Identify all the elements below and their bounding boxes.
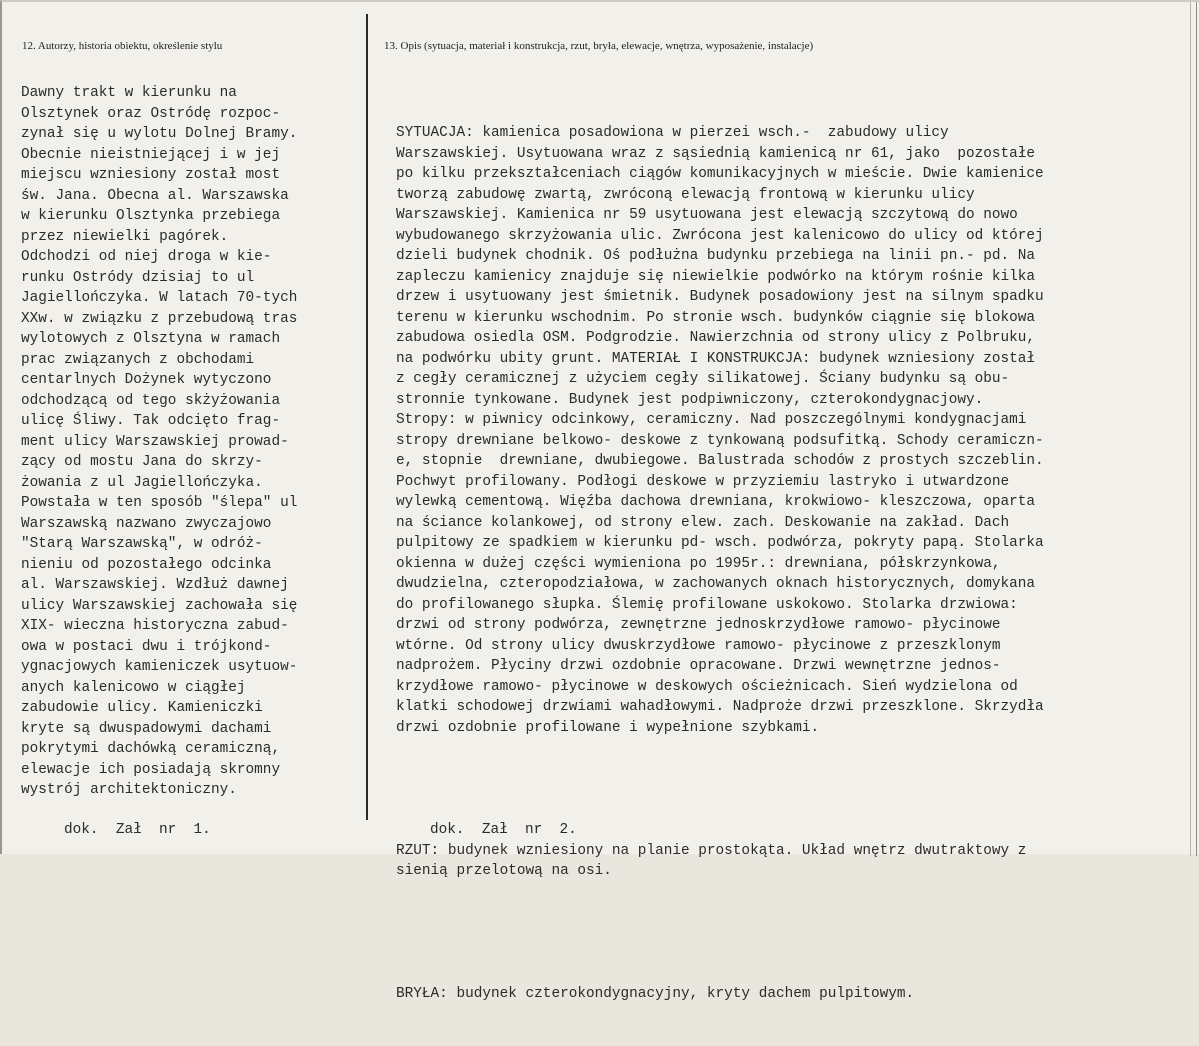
attachment-ref-1: dok. Zał nr 1. bbox=[64, 822, 211, 838]
text-line: stronnie tynkowane. Budynek jest podpiwniczony, czterokondygnacjowy. bbox=[396, 391, 984, 408]
text-line: elewacje ich posiadają skromny bbox=[21, 761, 281, 778]
text-line: kryte są dwuspadowymi dachami bbox=[21, 720, 272, 737]
text-line: Stropy: w piwnicy odcinkowy, ceramiczny. Nad poszczególnymi kondygnacjami bbox=[396, 412, 1027, 428]
text-line: Jagiellończyka. W latach 70-tych bbox=[21, 290, 298, 306]
text-line: nieniu od pozostałego odcinka bbox=[21, 556, 272, 573]
text-line: ulicy Warszawskiej zachowała się bbox=[21, 597, 298, 614]
text-line: po kilku przekształceniach ciągów komunikacyjnych w mieście. Dwie kamienice bbox=[396, 166, 1044, 182]
text-line: tworzą zabudowę zwartą, zwróconą elewacją frontową w kierunku ulicy bbox=[396, 186, 975, 203]
text-line: nadprożem. Płyciny drzwi ozdobnie opracowane. Drzwi wewnętrzne jednos- bbox=[396, 658, 1001, 674]
text-line: z cegły ceramicznej z użyciem cegły silikatowej. Ściany budynku są obu- bbox=[396, 371, 1010, 387]
text-line: zabudowie ulicy. Kamieniczki bbox=[21, 700, 263, 716]
text-line: wylewką cementową. Więźba dachowa drewniana, krokwiowo- kleszczowa, oparta bbox=[396, 494, 1036, 510]
paper-edge bbox=[1190, 2, 1191, 856]
attachment-ref-2: dok. Zał nr 2. bbox=[430, 822, 577, 838]
text-line: w kierunku Olsztynka przebiega bbox=[21, 208, 281, 224]
text-line: Pochwyt profilowany. Podłogi deskowe w przyziemiu lastryko i utwardzone bbox=[396, 473, 1010, 490]
text-line: św. Jana. Obecna al. Warszawska bbox=[21, 187, 289, 204]
text-line: dwudzielna, czteropodziałowa, w zachowanych oknach historycznych, domykana bbox=[396, 576, 1036, 592]
text-line: Olsztynek oraz Ostródę rozpoc- bbox=[21, 105, 281, 122]
text-line: okienna w dużej części wymieniona po 1995r.: drewniana, półskrzynkowa, bbox=[396, 555, 1001, 572]
text-line: Dawny trakt w kierunku na bbox=[21, 85, 237, 101]
text-line: wtórne. Od strony ulicy dwuskrzydłowe ramowo- płycinowe z przeszklonym bbox=[396, 637, 1001, 654]
text-line: Warszawskiej. Usytuowana wraz z sąsiednią kamienicą nr 61, jako pozostałe bbox=[396, 145, 1036, 162]
text-line: klatki schodowej drzwiami wahadłowymi. Nadproże drzwi przeszklone. Skrzydła bbox=[396, 699, 1044, 715]
text-line: e, stopnie drewniane, dwubiegowe. Balustrada schodów z prostych szczeblin. bbox=[396, 453, 1044, 469]
text-line: runku Ostródy dzisiaj to ul bbox=[21, 269, 255, 286]
text-line: Warszawskiej. Kamienica nr 59 usytuowana jest elewacją szczytową do nowo bbox=[396, 207, 1018, 223]
paper-edge-outer bbox=[1196, 2, 1197, 856]
text-line: Powstała w ten sposób "ślepa" ul bbox=[21, 495, 298, 511]
text-line: stropy drewniane belkowo- deskowe z tynkowaną podsufitką. Schody ceramiczn- bbox=[396, 432, 1044, 449]
description-text bbox=[396, 82, 1044, 1046]
text-line: terenu w kierunku wschodnim. Po stronie wsch. budynków ciągnie się blokowa bbox=[396, 309, 1036, 326]
rzut-paragraph bbox=[396, 841, 1044, 882]
text-line: ulicę Śliwy. Tak odcięto frag- bbox=[21, 413, 281, 429]
text-line: zący od mostu Jana do skrzy- bbox=[21, 454, 263, 470]
history-text bbox=[21, 83, 297, 801]
column-divider bbox=[366, 14, 368, 820]
text-line: "Starą Warszawską", w odróż- bbox=[21, 536, 263, 552]
text-line: drzwi od strony podwórza, zewnętrzne jednoskrzydłowe ramowo- płycinowe bbox=[396, 617, 1001, 633]
text-line: wystrój architektoniczny. bbox=[21, 782, 237, 798]
text-line: do profilowanego słupka. Ślemię profilowane uskokowo. Stolarka drzwiowa: bbox=[396, 596, 1018, 613]
text-line: prac związanych z obchodami bbox=[21, 351, 255, 368]
text-line: na ściance kolankowej, od strony elew. zach. Deskowanie na zakład. Dach bbox=[396, 514, 1010, 531]
text-line: XXw. w związku z przebudową tras bbox=[21, 310, 298, 327]
text-line: Odchodzi od niej droga w kie- bbox=[21, 249, 272, 265]
text-line: krzydłowe ramowo- płycinowe w deskowych ościeżnicach. Sień wydzielona od bbox=[396, 678, 1018, 695]
text-line: pokrytymi dachówką ceramiczną, bbox=[21, 741, 281, 757]
text-line: na podwórku ubity grunt. MATERIAŁ I KONSTRUKCJA: budynek wzniesiony został bbox=[396, 350, 1036, 367]
text-line: wybudowanego skrzyżowania ulic. Zwrócona jest kalenicowo do ulicy od której bbox=[396, 227, 1044, 244]
text-line: al. Warszawskiej. Wzdłuż dawnej bbox=[21, 577, 289, 593]
text-line: sienią przelotową na osi. bbox=[396, 863, 612, 879]
bryla-paragraph bbox=[396, 984, 1044, 1005]
section-12-header: 12. Autorzy, historia obiektu, określenie stylu bbox=[22, 40, 223, 52]
text-line: Obecnie nieistniejącej i w jej bbox=[21, 146, 281, 163]
text-line: SYTUACJA: kamienica posadowiona w pierzei wsch.- zabudowy ulicy bbox=[396, 125, 949, 141]
text-line: anych kalenicowo w ciągłej bbox=[21, 679, 246, 696]
text-line: ygnacjowych kamieniczek usytuow- bbox=[21, 659, 298, 675]
text-line: drzew i usytuowany jest śmietnik. Budynek posadowiony jest na silnym spadku bbox=[396, 289, 1044, 305]
text-line: drzwi ozdobnie profilowane i wypełnione szybkami. bbox=[396, 719, 820, 736]
text-line: odchodzącą od tego skżyżowania bbox=[21, 392, 281, 409]
text-line: RZUT: budynek wzniesiony na planie prostokąta. Układ wnętrz dwutraktowy z bbox=[396, 842, 1027, 859]
text-line: centarlnych Dożynek wytyczono bbox=[21, 372, 272, 388]
text-line: pulpitowy ze spadkiem w kierunku pd- wsch. podwórza, pokryty papą. Stolarka bbox=[396, 535, 1044, 551]
text-line: wylotowych z Olsztyna w ramach bbox=[21, 331, 281, 347]
situation-paragraph bbox=[396, 123, 1044, 738]
text-line: zapleczu kamienicy znajduje się niewielkie podwórko na którym rośnie kilka bbox=[396, 268, 1036, 285]
section-13-header: 13. Opis (sytuacja, materiał i konstrukcja, rzut, bryła, elewacje, wnętrza, wyposażenie, instalacje) bbox=[384, 40, 814, 52]
text-line: żowania z ul Jagiellończyka. bbox=[21, 474, 263, 491]
text-line: owa w postaci dwu i trójkond- bbox=[21, 638, 272, 655]
text-line: Warszawską nazwano zwyczajowo bbox=[21, 515, 272, 532]
text-line: dzieli budynek chodnik. Oś podłużna budynku przebiega na linii pn.- pd. Na bbox=[396, 248, 1036, 264]
text-line: XIX- wieczna historyczna zabud- bbox=[21, 618, 289, 634]
text-line: zabudowa osiedla OSM. Podgrodzie. Nawierzchnia od strony ulicy z Polbruku, bbox=[396, 330, 1036, 346]
text-line: miejscu wzniesiony został most bbox=[21, 167, 281, 183]
text-line: zynał się u wylotu Dolnej Bramy. bbox=[21, 126, 298, 142]
text-line: przez niewielki pagórek. bbox=[21, 228, 229, 245]
text-line: ment ulicy Warszawskiej prowad- bbox=[21, 433, 289, 450]
text-line: BRYŁA: budynek czterokondygnacyjny, kryty dachem pulpitowym. bbox=[396, 986, 915, 1002]
